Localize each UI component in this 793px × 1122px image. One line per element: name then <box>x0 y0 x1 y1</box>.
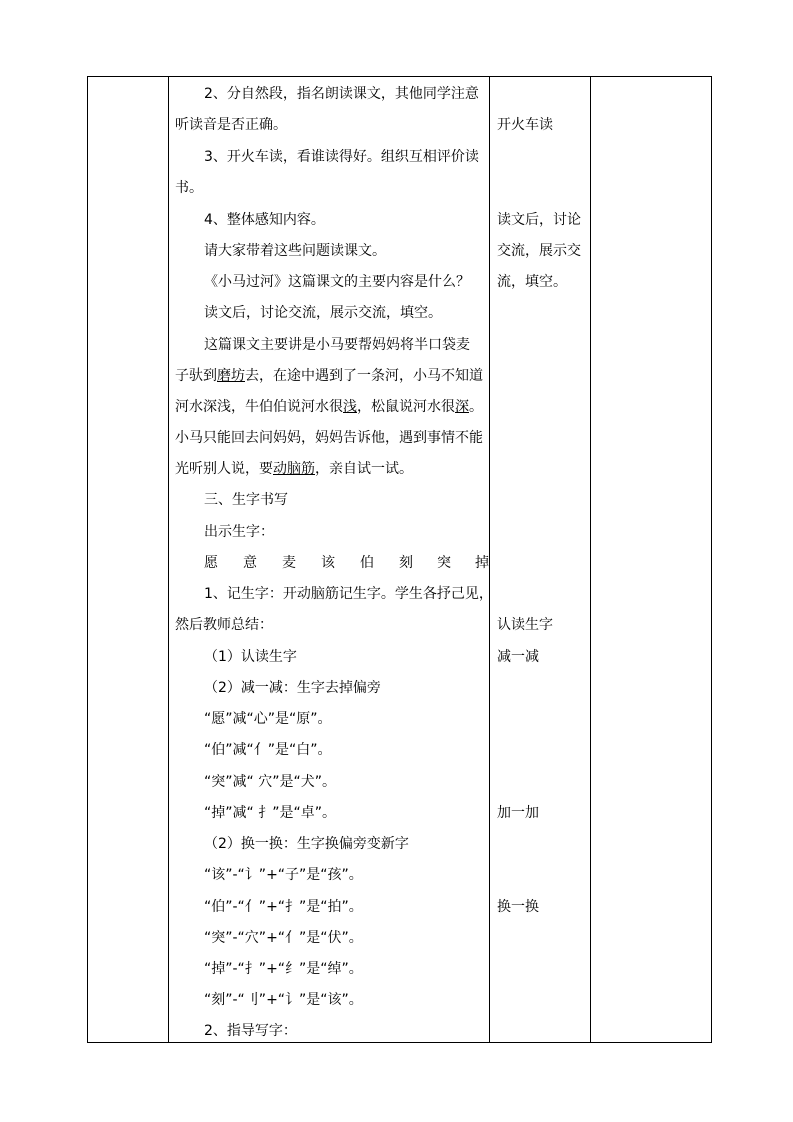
char-item: 麦 <box>282 555 296 571</box>
fill-blank-answer: 浅 <box>343 399 357 415</box>
swap-example: “该”-“讠”+“子”是“孩”。 <box>204 867 363 883</box>
activity-note: 开火车读 <box>497 117 553 133</box>
summary-segment: 河水深浅，牛伯伯说河水很 <box>175 399 343 415</box>
subitem-subtract: （2）减一减：生字去掉偏旁 <box>204 680 381 696</box>
table-row <box>88 77 712 1043</box>
activity-note: 减一减 <box>497 649 539 665</box>
writing-guidance: 2、指导写字： <box>204 1023 297 1039</box>
subitem-swap: （2）换一换：生字换偏旁变新字 <box>204 836 409 852</box>
instruction-text: 请大家带着这些问题读课文。 <box>204 243 386 259</box>
step-2-text-cont: 听读音是否正确。 <box>175 117 287 133</box>
summary-segment: ，松鼠说河水很 <box>357 399 455 415</box>
swap-example: “刻”-“刂”+“讠”是“该”。 <box>204 992 363 1008</box>
step-3-text: 3、开火车读，看谁读得好。组织互相评价读 <box>204 149 479 165</box>
question-text: 《小马过河》这篇课文的主要内容是什么？ <box>204 274 470 290</box>
step-4-text: 4、整体感知内容。 <box>204 212 325 228</box>
summary-text: 这篇课文主要讲是小马要帮妈妈将半口袋麦 <box>204 337 470 353</box>
summary-text-line5 <box>175 460 413 478</box>
char-item: 刻 <box>399 555 413 571</box>
swap-example: “突”-“穴”+“亻”是“伏”。 <box>204 930 363 946</box>
char-item: 伯 <box>360 555 374 571</box>
summary-text-line3 <box>175 398 483 416</box>
subtract-example: “掉”减“ 扌”是“卓”。 <box>204 805 336 821</box>
step-2-text: 2、分自然段，指名朗读课文，其他同学注意 <box>204 86 479 102</box>
blank-column-cell <box>88 77 169 1043</box>
fill-blank-answer: 磨坊 <box>217 368 245 384</box>
activity-note: 加一加 <box>497 805 539 821</box>
swap-example: “掉”-“扌”+“纟”是“绰”。 <box>204 961 363 977</box>
summary-text-line4: 小马只能回去问妈妈，妈妈告诉他，遇到事情不能 <box>175 430 483 446</box>
activity-note: 交流，展示交 <box>497 243 581 259</box>
memorize-text-cont: 然后教师总结： <box>175 617 273 633</box>
subitem-read: （1）认读生字 <box>204 649 297 665</box>
activity-note: 换一换 <box>497 899 539 915</box>
subtract-example: “伯”减“亻”是“白”。 <box>204 742 332 758</box>
summary-segment: 子驮到 <box>175 368 217 384</box>
subtract-example: “愿”减“心”是“原”。 <box>204 711 332 727</box>
summary-segment: 去，在途中遇到了一条河，小马不知道 <box>245 368 483 384</box>
discussion-text: 读文后，讨论交流，展示交流，填空。 <box>204 305 442 321</box>
summary-segment: 。 <box>469 399 483 415</box>
teaching-process-cell <box>169 77 493 1043</box>
lesson-plan-table <box>87 76 712 1043</box>
memorize-text: 1、记生字：开动脑筋记生字。学生各抒己见， <box>204 586 493 602</box>
char-item: 突 <box>437 555 451 571</box>
char-item: 掉 <box>475 555 489 571</box>
student-activity-cell <box>490 77 591 1043</box>
summary-segment: 光听别人说，要 <box>175 461 273 477</box>
char-item: 该 <box>321 555 335 571</box>
subtract-example: “突”减“ 穴”是“犬”。 <box>204 774 336 790</box>
char-item: 意 <box>243 555 257 571</box>
activity-note: 流，填空。 <box>497 274 567 290</box>
show-characters-label: 出示生字： <box>204 524 274 540</box>
step-3-text-cont: 书。 <box>175 180 203 196</box>
char-item: 愿 <box>204 555 218 571</box>
summary-text-line2 <box>175 367 483 385</box>
fill-blank-answer: 深 <box>455 399 469 415</box>
blank-notes-cell <box>591 77 712 1043</box>
activity-note: 认读生字 <box>497 617 553 633</box>
swap-example: “伯”-“亻”+“扌”是“拍”。 <box>204 899 363 915</box>
fill-blank-answer: 动脑筋 <box>273 461 315 477</box>
summary-segment: ，亲自试一试。 <box>315 461 413 477</box>
activity-note: 读文后，讨论 <box>497 212 581 228</box>
section-heading: 三、生字书写 <box>204 492 288 508</box>
